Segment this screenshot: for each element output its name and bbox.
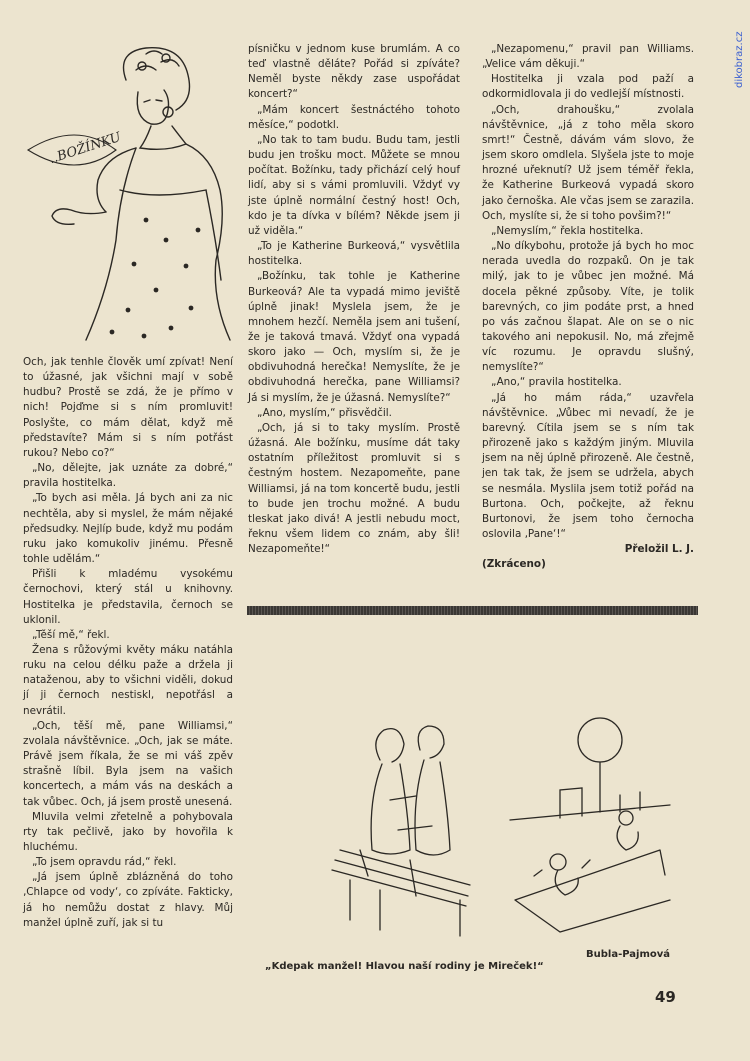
page-number: 49 — [655, 988, 676, 1006]
article-column-3 — [482, 42, 694, 572]
paragraph: „To jsem opravdu rád,“ řekl. — [32, 856, 177, 869]
paragraph: Hostitelka ji vzala pod paží a odkormidlovala ji do vedlejší místnosti. — [482, 73, 694, 101]
paragraph: „Och, já si to taky myslím. Prostě úžasná. Ale božínku, musíme dát taky ostatním příležitost promluvit si s čestným hostem. Nezapomeňte, pane Williamsi, já na tom koncertě budu, jestli to bude jen trochu možné. A budu tleskat jako divá! A jestli nebudu moct, řeknu všem lidem co znám, aby šli! Nezapomeňte!“ — [248, 421, 460, 556]
paragraph: „No tak to tam budu. Budu tam, jestli budu jen trošku moct. Můžete se mnou počítat. Božínku, tady přichází celý houf lidí, aby si s vámi promluvili. Vždyť vy jste úplně normální čestný host! Och, kdo je ta dívka v bílém? Někde jsem ji už viděla.“ — [248, 133, 460, 237]
paragraph: Mluvila velmi zřetelně a pohybovala rty tak pečlivě, jako by hovořila k hluchému. — [23, 810, 233, 853]
paragraph: Žena s růžovými květy máku natáhla ruku na celou délku paže a držela ji nataženou, aby to všichni viděli, dokud jí ji černoch nestiskl, nepotřásl a nevrátil. — [23, 643, 233, 717]
park-bench-cartoon — [320, 700, 672, 945]
paragraph: Och, jak tenhle člověk umí zpívat! Není to úžasné, jak všichni mají v sobě hudbu? Prostě se zdá, že je přímo v nich! Pojďme si s ním promluvit! Poslyšte, co mám dělat, když mě představíte? Mám si s ním potřást rukou? Nebo co?“ — [23, 356, 233, 459]
paragraph: „Och, drahoušku,“ zvolala návštěvnice, „já z toho měla skoro smrt!“ Čestně, dávám vám slovo, že jsem skoro omdlela. Slyšela jste to moje hrozné uřeknutí? Už jsem téměř řekla, že Katherine Burkeová vypadá skoro jako černoška. Ale včas jsem se zarazila. Och, myslíte si, že si toho povšim?!“ — [482, 103, 694, 222]
abridged-note: (Zkráceno) — [482, 558, 546, 571]
paragraph: „Ano, myslím,“ přisvědčil. — [257, 406, 392, 419]
watermark: dikobraz.cz — [734, 31, 745, 88]
paragraph: „No díkybohu, protože já bych ho moc nerada uvedla do rozpaků. On je tak milý, jak to je vůbec jen možné. Má docela pěkné způsoby. Víte, je tolik barevných, co jim podáte prst, a hned po vás začnou šlapat. Ale on se o nic takového ani nepokusil. No, má zřejmě víc rozumu. Je opravdu slušný, nemyslíte?“ — [482, 240, 694, 374]
translator-credit: Přeložil L. J. — [624, 543, 694, 556]
paragraph: „Nezapomenu,“ pravil pan Williams. „Velice vám děkuji.“ — [482, 43, 694, 71]
paragraph: „Och, těší mě, pane Williamsi,“ zvolala návštěvnice. „Och, jak se máte. Právě jsem říkala, že se mi váš zpěv strašně líbil. Byla jsem na vašich koncertech, a mám vás na deskách a tak vůbec. Och, já jsem prostě unesená. — [23, 719, 233, 808]
paragraph: „To je Katherine Burkeová,“ vysvětlila hostitelka. — [248, 240, 460, 268]
paragraph: Přišli k mladému vysokému černochovi, který stál u knihovny. Hostitelka je představila, černoch se uklonil. — [23, 568, 233, 626]
paragraph: „Mám koncert šestnáctého tohoto měsíce,“ podotkl. — [248, 103, 460, 131]
paragraph: „Božínku, tak tohle je Katherine Burkeová? Ale ta vypadá mimo jeviště úplně jinak! Myslela jsem, že je mnohem hezčí. Neměla jsem ani tušení, že je taková tmavá. Vždyť ona vypadá skoro jako — Och, myslím si, že je obdivuhodná herečka! Nemyslíte, že je obdivuhodná herečka, pane Williamsi? Já si myslím, že je úžasná. Nemyslíte?“ — [248, 270, 460, 404]
paragraph: „Ano,“ pravila hostitelka. — [491, 376, 622, 389]
section-divider — [247, 606, 698, 615]
paragraph: „To bych asi měla. Já bych ani za nic nechtěla, aby si myslel, že mám nějaké předsudky. Nejlíp bude, když mu podám ruku jako komukoliv jinému. Přesně tohle udělám.“ — [23, 492, 233, 566]
cartoon-credit: Bubla-Pajmová — [586, 949, 671, 960]
paragraph: „Já ho mám ráda,“ uzavřela návštěvnice. „Vůbec mi nevadí, že je barevný. Cítila jsem se s ním tak přirozeně jako s každým jiným. Mluvila jsem na něj úplně přirozeně. Ale čestně, jen tak tak, že jsem se udržela, abych se nesmála. Myslila jsem totiž pořád na Burtona. Och, počkejte, až řeknu Burtonovi, že jsem toho černocha oslovila ‚Pane‘!“ — [482, 391, 694, 540]
paragraph: písničku v jednom kuse brumlám. A co teď vlastně děláte? Pořád si zpíváte? Neměl byste někdy zase uspořádat koncert?“ — [248, 43, 460, 101]
woman-party-illustration — [16, 40, 238, 350]
cartoon-caption: „Kdepak manžel! Hlavou naší rodiny je Mireček!“ — [265, 961, 544, 972]
paragraph: „Těší mě,“ řekl. — [32, 628, 110, 641]
article-column-2 — [248, 42, 460, 557]
paragraph: „No, dělejte, jak uznáte za dobré,“ pravila hostitelka. — [23, 462, 233, 490]
illustration-speech-text: ..BOŽÍNKU — [47, 129, 123, 168]
article-column-1 — [23, 355, 233, 931]
paragraph: „Nemyslím,“ řekla hostitelka. — [491, 224, 644, 237]
paragraph: „Já jsem úplně zblázněná do toho ‚Chlapce od vody‘, co zpíváte. Fakticky, já ho nemůžu dostat z hlavy. Můj manžel úplně zuří, jak si tu — [23, 871, 233, 929]
